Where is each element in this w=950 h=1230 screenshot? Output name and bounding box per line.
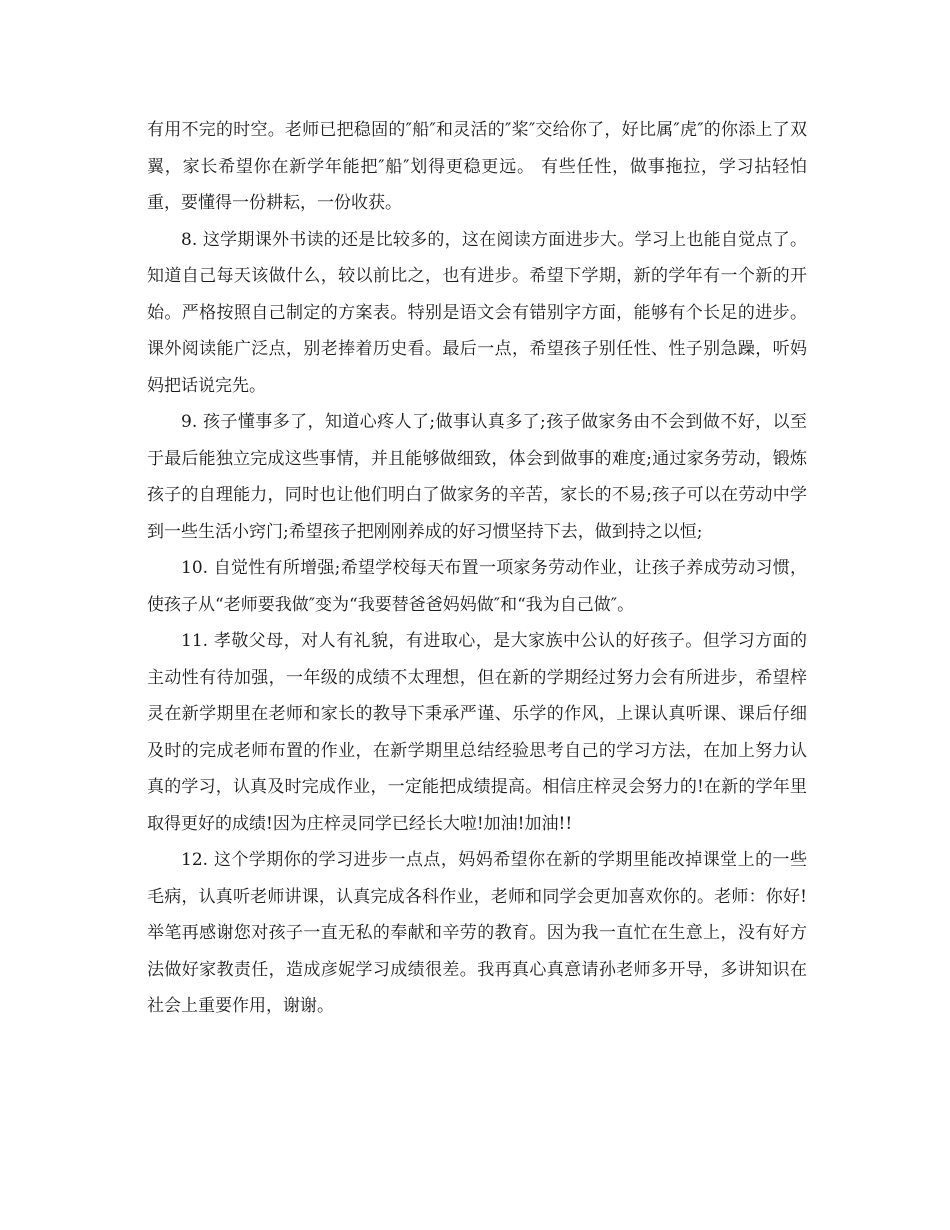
paragraph-item-11: 11. 孝敬父母，对人有礼貌，有进取心，是大家族中公认的好孩子。但学习方面的主动性有待加强，一年级的成绩不太理想，但在新的学期经过努力会有所进步，希望梓灵在新学期里在老师和家长的教导下秉承严谨、乐学的作风，上课认真听课、课后仔细及时的完成老师布置的作业，在新学期里总结经验思考自己的学习方法，在加上努力认真的学习，认真及时完成作业，一定能把成绩提高。相信庄梓灵会努力的!在新的学年里取得更好的成绩!因为庄梓灵同学已经长大啦!加油!加油!!: [147, 631, 807, 834]
paragraph-continued: 有用不完的时空。老师已把稳固的″船″和灵活的″桨″交给你了，好比属″虎″的你添上了双翼，家长希望你在新学年能把″船″划得更稳更远。 有些任性，做事拖拉，学习拈轻怕重，要懂得一份耕耘，一份收获。: [147, 120, 807, 213]
document-body: [147, 112, 807, 1025]
paragraph-item-9: 9. 孩子懂事多了，知道心疼人了;做事认真多了;孩子做家务由不会到做不好，以至于最后能独立完成这些事情，并且能够做细致，体会到做事的难度;通过家务劳动，锻炼孩子的自理能力，同时也让他们明白了做家务的辛苦，家长的不易;孩子可以在劳动中学到一些生活小窍门;希望孩子把刚刚养成的好习惯坚持下去，做到持之以恒;: [147, 412, 807, 542]
paragraph-item-10: 10. 自觉性有所增强;希望学校每天布置一项家务劳动作业，让孩子养成劳动习惯，使孩子从“老师要我做″变为“我要替爸爸妈妈做″和“我为自己做″。: [147, 558, 807, 615]
paragraph-item-12: 12. 这个学期你的学习进步一点点，妈妈希望你在新的学期里能改掉课堂上的一些毛病，认真听老师讲课，认真完成各科作业，老师和同学会更加喜欢你的。老师：你好!举笔再感谢您对孩子一直无私的奉献和辛劳的教育。因为我一直忙在生意上，没有好方法做好家教责任，造成彦妮学习成绩很差。我再真心真意请孙老师多开导，多讲知识在社会上重要作用，谢谢。: [147, 850, 807, 1016]
paragraph-item-8: 8. 这学期课外书读的还是比较多的，这在阅读方面进步大。学习上也能自觉点了。知道自己每天该做什么，较以前比之，也有进步。希望下学期，新的学年有一个新的开始。严格按照自己制定的方案表。特别是语文会有错别字方面，能够有个长足的进步。课外阅读能广泛点，别老捧着历史看。最后一点，希望孩子别任性、性子别急躁，听妈妈把话说完先。: [147, 229, 807, 396]
